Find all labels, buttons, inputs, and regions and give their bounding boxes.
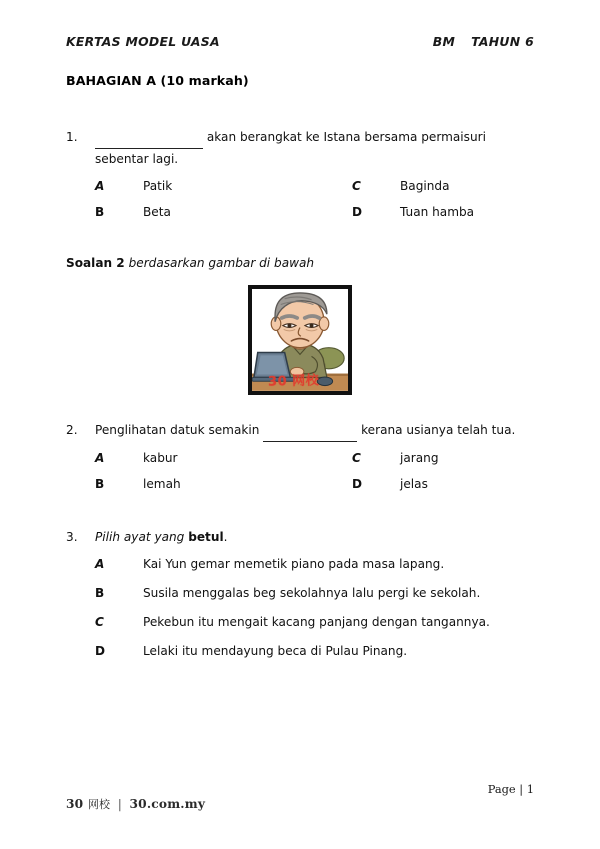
page-number: Page | 1 — [487, 782, 534, 796]
document-header — [66, 34, 534, 49]
option-b[interactable] — [66, 586, 536, 600]
question-3-stem-italic: Pilih ayat yang — [95, 530, 189, 544]
option-d[interactable] — [352, 205, 536, 219]
option-d-text: jelas — [400, 476, 428, 491]
question-2-number: 2. — [66, 423, 78, 437]
question-3-options — [66, 557, 536, 658]
elderly-man-at-laptop-illustration — [252, 289, 348, 391]
option-b[interactable] — [66, 477, 352, 491]
option-row — [66, 205, 536, 219]
option-b[interactable] — [66, 205, 352, 219]
option-c-letter: C — [352, 450, 361, 465]
option-d-text: Tuan hamba — [400, 204, 475, 219]
question-2-options — [66, 451, 536, 491]
soalan-2-lead-in — [66, 256, 314, 270]
question-3-text — [95, 527, 536, 548]
question-3-number: 3. — [66, 530, 78, 544]
option-c[interactable] — [352, 179, 536, 193]
option-row — [66, 477, 536, 491]
question-2-figure — [248, 285, 352, 395]
option-b-letter: B — [95, 476, 105, 491]
option-a-text: kabur — [143, 450, 178, 465]
question-3-stem-bold: betul — [188, 530, 224, 544]
question-1-stem — [66, 127, 536, 170]
option-a-letter: A — [95, 178, 105, 193]
option-row — [66, 615, 536, 629]
section-title: BAHAGIAN A (10 markah) — [66, 73, 249, 88]
brand-separator: | — [117, 797, 122, 811]
option-c-letter: C — [95, 614, 104, 629]
header-level: TAHUN 6 — [471, 34, 534, 49]
option-d-text: Lelaki itu mendayung beca di Pulau Pinang. — [143, 643, 408, 658]
question-3-stem — [66, 527, 536, 548]
option-a-text: Kai Yun gemar memetik piano pada masa lapang. — [143, 556, 445, 571]
question-1-stem-text: akan berangkat ke Istana bersama permaisuri sebentar lagi. — [95, 130, 486, 166]
brand-website[interactable]: 30.com.my — [129, 797, 206, 811]
option-row — [66, 451, 536, 465]
header-subject-group — [433, 34, 534, 49]
lead-in-label: Soalan 2 — [66, 256, 125, 270]
question-1-options — [66, 179, 536, 219]
option-b-text: lemah — [143, 476, 181, 491]
option-row — [66, 179, 536, 193]
figure-watermark: 30 网校 — [267, 373, 320, 390]
question-2-stem-after: kerana usianya telah tua. — [357, 423, 516, 437]
question-1-number: 1. — [66, 130, 78, 144]
option-c-text: jarang — [400, 450, 439, 465]
option-a-text: Patik — [143, 178, 173, 193]
option-a[interactable] — [66, 179, 352, 193]
option-a-letter: A — [95, 450, 105, 465]
brand-number: 30 — [66, 797, 84, 811]
option-row — [66, 557, 536, 571]
option-a[interactable] — [66, 451, 352, 465]
option-b-letter: B — [95, 585, 105, 600]
brand-footer — [66, 796, 205, 812]
option-c-text: Baginda — [400, 178, 450, 193]
option-b-text: Beta — [143, 204, 171, 219]
question-2-stem-before: Penglihatan datuk semakin — [95, 423, 264, 437]
lead-in-text: berdasarkan gambar di bawah — [124, 256, 315, 270]
option-d-letter: D — [95, 643, 106, 658]
option-c[interactable] — [66, 615, 536, 629]
question-1-text — [95, 127, 536, 170]
option-d[interactable] — [352, 477, 536, 491]
header-subject: BM — [432, 34, 456, 49]
question-1 — [66, 127, 536, 219]
option-b-text: Susila menggalas beg sekolahnya lalu pergi ke sekolah. — [143, 585, 481, 600]
option-d-letter: D — [352, 204, 363, 219]
question-2 — [66, 420, 536, 491]
option-c-letter: C — [352, 178, 361, 193]
header-paper-title: KERTAS MODEL UASA — [66, 34, 220, 49]
option-a[interactable] — [66, 557, 536, 571]
option-row — [66, 586, 536, 600]
option-d[interactable] — [66, 644, 536, 658]
question-2-text — [95, 420, 536, 442]
question-3 — [66, 527, 536, 673]
option-c-text: Pekebun itu mengait kacang panjang dengan tangannya. — [143, 614, 490, 629]
option-row — [66, 644, 536, 658]
answer-blank — [95, 127, 203, 149]
option-d-letter: D — [352, 476, 363, 491]
option-a-letter: A — [95, 556, 105, 571]
question-3-stem-tail: . — [223, 530, 228, 544]
brand-cjk: 网校 — [87, 798, 111, 811]
option-b-letter: B — [95, 204, 105, 219]
question-2-stem — [66, 420, 536, 442]
answer-blank — [263, 420, 357, 442]
option-c[interactable] — [352, 451, 536, 465]
